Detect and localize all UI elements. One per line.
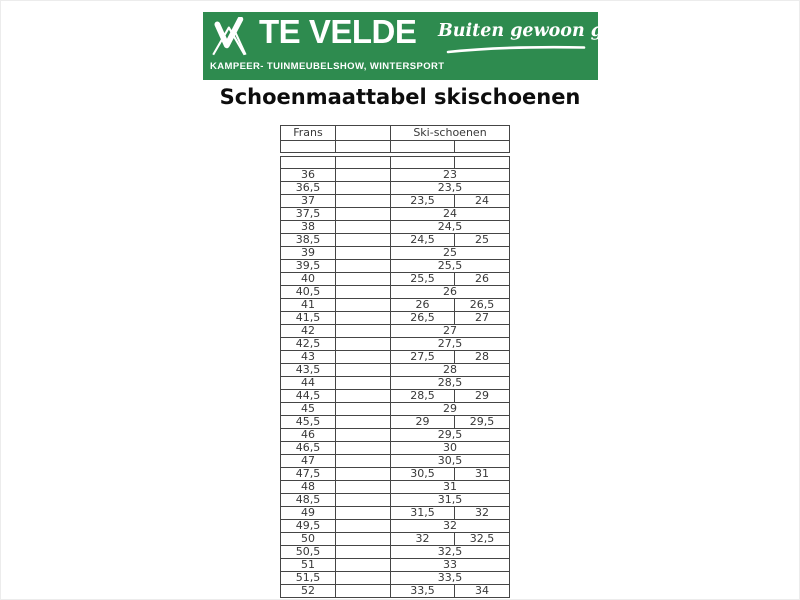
ski-size-cell: 29,5 (455, 416, 510, 429)
empty-row (281, 157, 510, 169)
spacer-cell (336, 416, 391, 429)
size-row (281, 507, 510, 520)
tagline-underline-swoosh (446, 44, 586, 54)
size-table-body (280, 156, 510, 598)
frans-size-cell: 47,5 (281, 468, 336, 481)
ski-size-cell: 27,5 (391, 338, 510, 351)
frans-size-cell: 40,5 (281, 286, 336, 299)
size-row (281, 182, 510, 195)
spacer-cell (336, 325, 391, 338)
frans-size-cell: 48,5 (281, 494, 336, 507)
ski-size-cell: 25,5 (391, 260, 510, 273)
ski-size-cell: 32 (391, 520, 510, 533)
frans-size-cell: 46 (281, 429, 336, 442)
spacer-cell (336, 429, 391, 442)
ski-size-cell: 29,5 (391, 429, 510, 442)
spacer-cell (336, 234, 391, 247)
empty-cell (391, 141, 455, 153)
spacer-cell (336, 585, 391, 598)
frans-size-cell: 43,5 (281, 364, 336, 377)
size-row (281, 455, 510, 468)
spacer-cell (336, 364, 391, 377)
ski-size-cell: 26 (391, 286, 510, 299)
ski-size-cell: 28,5 (391, 390, 455, 403)
empty-row (281, 141, 510, 153)
size-row (281, 273, 510, 286)
ski-size-cell: 29 (391, 416, 455, 429)
frans-size-cell: 46,5 (281, 442, 336, 455)
ski-header-cell: Ski-schoenen (391, 126, 510, 141)
spacer-cell (336, 195, 391, 208)
header-row (281, 126, 510, 141)
empty-cell (455, 141, 510, 153)
spacer-cell (336, 247, 391, 260)
spacer-cell (336, 390, 391, 403)
frans-size-cell: 36,5 (281, 182, 336, 195)
spacer-header-cell (336, 126, 391, 141)
spacer-cell (336, 312, 391, 325)
spacer-cell (336, 442, 391, 455)
size-row (281, 429, 510, 442)
frans-header-cell: Frans (281, 126, 336, 141)
size-row (281, 260, 510, 273)
mountain-check-icon (209, 17, 255, 59)
frans-size-cell: 45,5 (281, 416, 336, 429)
frans-size-cell: 52 (281, 585, 336, 598)
spacer-cell (336, 455, 391, 468)
frans-size-cell: 36 (281, 169, 336, 182)
size-row (281, 208, 510, 221)
page-title: Schoenmaattabel skischoenen (219, 85, 581, 109)
ski-size-cell: 23 (391, 169, 510, 182)
frans-size-cell: 38,5 (281, 234, 336, 247)
size-conversion-table (280, 125, 510, 598)
size-row (281, 221, 510, 234)
ski-size-cell: 25,5 (391, 273, 455, 286)
size-table-header (280, 125, 510, 153)
spacer-cell (336, 260, 391, 273)
frans-size-cell: 39,5 (281, 260, 336, 273)
size-row (281, 247, 510, 260)
spacer-cell (336, 520, 391, 533)
frans-size-cell: 41,5 (281, 312, 336, 325)
spacer-cell (336, 169, 391, 182)
size-row (281, 494, 510, 507)
frans-size-cell: 50,5 (281, 546, 336, 559)
brand-tagline-block (438, 21, 639, 54)
ski-size-cell: 30,5 (391, 468, 455, 481)
size-row (281, 377, 510, 390)
frans-size-cell: 37 (281, 195, 336, 208)
ski-size-cell: 24 (455, 195, 510, 208)
frans-size-cell: 48 (281, 481, 336, 494)
size-row (281, 468, 510, 481)
empty-cell (455, 157, 510, 169)
ski-size-cell: 33,5 (391, 585, 455, 598)
spacer-cell (336, 221, 391, 234)
size-row (281, 572, 510, 585)
spacer-cell (336, 182, 391, 195)
size-row (281, 169, 510, 182)
frans-size-cell: 41 (281, 299, 336, 312)
frans-size-cell: 42,5 (281, 338, 336, 351)
ski-size-cell: 26,5 (455, 299, 510, 312)
frans-size-cell: 45 (281, 403, 336, 416)
spacer-cell (336, 273, 391, 286)
size-row (281, 338, 510, 351)
brand-tagline: Buiten gewoon goed (438, 21, 639, 41)
frans-size-cell: 38 (281, 221, 336, 234)
ski-size-cell: 30 (391, 442, 510, 455)
size-row (281, 416, 510, 429)
frans-size-cell: 42 (281, 325, 336, 338)
frans-size-cell: 39 (281, 247, 336, 260)
spacer-cell (336, 546, 391, 559)
size-row (281, 351, 510, 364)
ski-size-cell: 27 (455, 312, 510, 325)
ski-size-cell: 26 (455, 273, 510, 286)
size-row (281, 390, 510, 403)
ski-size-cell: 32 (455, 507, 510, 520)
frans-size-cell: 43 (281, 351, 336, 364)
ski-size-cell: 34 (455, 585, 510, 598)
empty-cell (281, 157, 336, 169)
ski-size-cell: 24,5 (391, 234, 455, 247)
ski-size-cell: 24,5 (391, 221, 510, 234)
frans-size-cell: 49 (281, 507, 336, 520)
size-row (281, 325, 510, 338)
size-row (281, 520, 510, 533)
frans-size-cell: 40 (281, 273, 336, 286)
ski-size-cell: 32,5 (391, 546, 510, 559)
spacer-cell (336, 533, 391, 546)
ski-size-cell: 31,5 (391, 494, 510, 507)
ski-size-cell: 28,5 (391, 377, 510, 390)
size-row (281, 559, 510, 572)
empty-cell (391, 157, 455, 169)
size-row (281, 312, 510, 325)
size-row (281, 299, 510, 312)
size-row (281, 585, 510, 598)
ski-size-cell: 33,5 (391, 572, 510, 585)
ski-size-cell: 32,5 (455, 533, 510, 546)
size-row (281, 481, 510, 494)
ski-size-cell: 31,5 (391, 507, 455, 520)
spacer-cell (336, 481, 391, 494)
ski-size-cell: 33 (391, 559, 510, 572)
spacer-cell (336, 507, 391, 520)
size-row (281, 442, 510, 455)
spacer-cell (336, 494, 391, 507)
brand-name: TE VELDE (259, 13, 417, 50)
spacer-cell (336, 338, 391, 351)
spacer-cell (336, 208, 391, 221)
spacer-cell (336, 377, 391, 390)
frans-size-cell: 49,5 (281, 520, 336, 533)
empty-cell (336, 141, 391, 153)
size-row (281, 364, 510, 377)
ski-size-cell: 25 (391, 247, 510, 260)
spacer-cell (336, 468, 391, 481)
brand-subtitle: KAMPEER- TUINMEUBELSHOW, WINTERSPORT (210, 61, 445, 72)
ski-size-cell: 26,5 (391, 312, 455, 325)
empty-cell (281, 141, 336, 153)
frans-size-cell: 51,5 (281, 572, 336, 585)
spacer-cell (336, 351, 391, 364)
ski-size-cell: 30,5 (391, 455, 510, 468)
frans-size-cell: 44,5 (281, 390, 336, 403)
spacer-cell (336, 572, 391, 585)
ski-size-cell: 28 (391, 364, 510, 377)
frans-size-cell: 50 (281, 533, 336, 546)
spacer-cell (336, 403, 391, 416)
ski-size-cell: 23,5 (391, 182, 510, 195)
empty-cell (336, 157, 391, 169)
ski-size-cell: 28 (455, 351, 510, 364)
frans-size-cell: 51 (281, 559, 336, 572)
size-row (281, 195, 510, 208)
spacer-cell (336, 299, 391, 312)
ski-size-cell: 24 (391, 208, 510, 221)
ski-size-cell: 27,5 (391, 351, 455, 364)
ski-size-cell: 23,5 (391, 195, 455, 208)
frans-size-cell: 47 (281, 455, 336, 468)
size-row (281, 403, 510, 416)
ski-size-cell: 32 (391, 533, 455, 546)
spacer-cell (336, 286, 391, 299)
ski-size-cell: 29 (455, 390, 510, 403)
ski-size-cell: 31 (391, 481, 510, 494)
size-row (281, 234, 510, 247)
ski-size-cell: 26 (391, 299, 455, 312)
ski-size-cell: 29 (391, 403, 510, 416)
brand-banner (203, 12, 639, 80)
size-row (281, 546, 510, 559)
spacer-cell (336, 559, 391, 572)
ski-size-cell: 27 (391, 325, 510, 338)
ski-size-cell: 25 (455, 234, 510, 247)
frans-size-cell: 44 (281, 377, 336, 390)
ski-size-cell: 31 (455, 468, 510, 481)
frans-size-cell: 37,5 (281, 208, 336, 221)
size-row (281, 286, 510, 299)
size-row (281, 533, 510, 546)
